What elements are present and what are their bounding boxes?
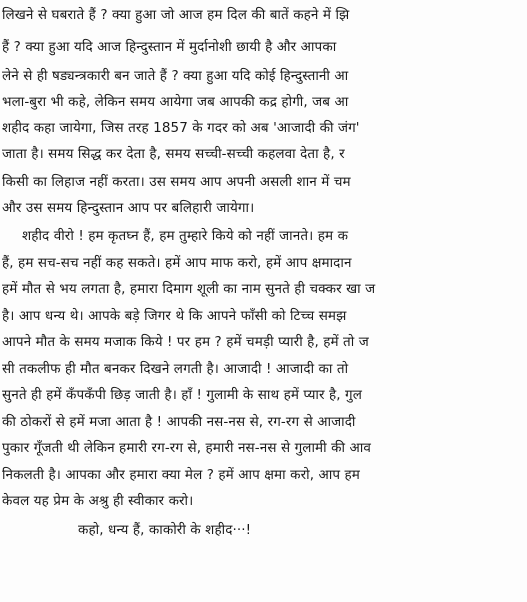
text-line: लिखने से घबराते हैं ? क्या हुआ जो आज हम दिल की बातें कहने में झि xyxy=(2,7,350,23)
text-line: सी तकलीफ ही मौत बनकर दिखने लगती है। आजादी ! आजादी का तो xyxy=(2,361,349,377)
text-line: लेने से ही षड्यन्त्रकारी बन जाते हैं ? क्या हुआ यदि कोई हिन्दुस्तानी आ xyxy=(2,68,349,84)
text-line: है। आप धन्य थे। आपके बड़े जिगर थे कि आपने फाँसी को टिच्च समझ xyxy=(2,308,347,324)
text-line: हमें मौत से भय लगता है, हमारा दिमाग शूली का नाम सुनते ही चक्कर खा ज xyxy=(2,281,376,297)
text-line: की ठोकरों से हमें मजा आता है ! आपकी नस-नस से, रग-रग से आजादी xyxy=(2,414,356,430)
text-line: जाता है। समय सिद्ध कर देता है, समय सच्ची-सच्ची कहलवा देता है, र xyxy=(2,146,345,162)
text-line: शहीद कहा जायेगा, जिस तरह 1857 के गदर को अब 'आजादी की जंग' xyxy=(2,120,360,136)
text-line: हैं ? क्या हुआ यदि आज हिन्दुस्तान में मुर्दानोशी छायी है और आपका xyxy=(2,39,337,55)
text-line: शहीद वीरो ! हम कृतघ्न हैं, हम तुम्हारे किये को नहीं जानते। हम क xyxy=(22,228,349,244)
text-line: केवल यह प्रेम के अश्रु ही स्वीकार करो। xyxy=(2,493,194,509)
text-line: निकलती है। आपका और हमारा क्या मेल ? हमें आप क्षमा करो, आप हम xyxy=(2,467,360,483)
text-line: सुनते ही हमें कँपकँपी छिड़ जाती है। हाँ ! गुलामी के साथ हमें प्यार है, गुल xyxy=(2,387,363,403)
text-line: पुकार गूँजती थी लेकिन हमारी रग-रग से, हमारी नस-नस से गुलामी की आव xyxy=(2,440,371,456)
text-line: किसी का लिहाज नहीं करता। उस समय आप अपनी असली शान में चम xyxy=(2,174,351,190)
closing-line: कहो, धन्य हैं, काकोरी के शहीद···! xyxy=(78,522,252,538)
text-line: भला-बुरा भी कहे, लेकिन समय आयेगा जब आपकी कद्र होगी, जब आ xyxy=(2,94,349,110)
text-line: हैं, हम सच-सच नहीं कह सकते। हमें आप माफ करो, हमें आप क्षमादान xyxy=(2,255,352,271)
text-line: और उस समय हिन्दुस्तान आप पर बलिहारी जायेगा। xyxy=(2,200,255,216)
text-line: आपने मौत के समय मजाक किये ! पर हम ? हमें चमड़ी प्यारी है, हमें तो ज xyxy=(2,334,369,350)
